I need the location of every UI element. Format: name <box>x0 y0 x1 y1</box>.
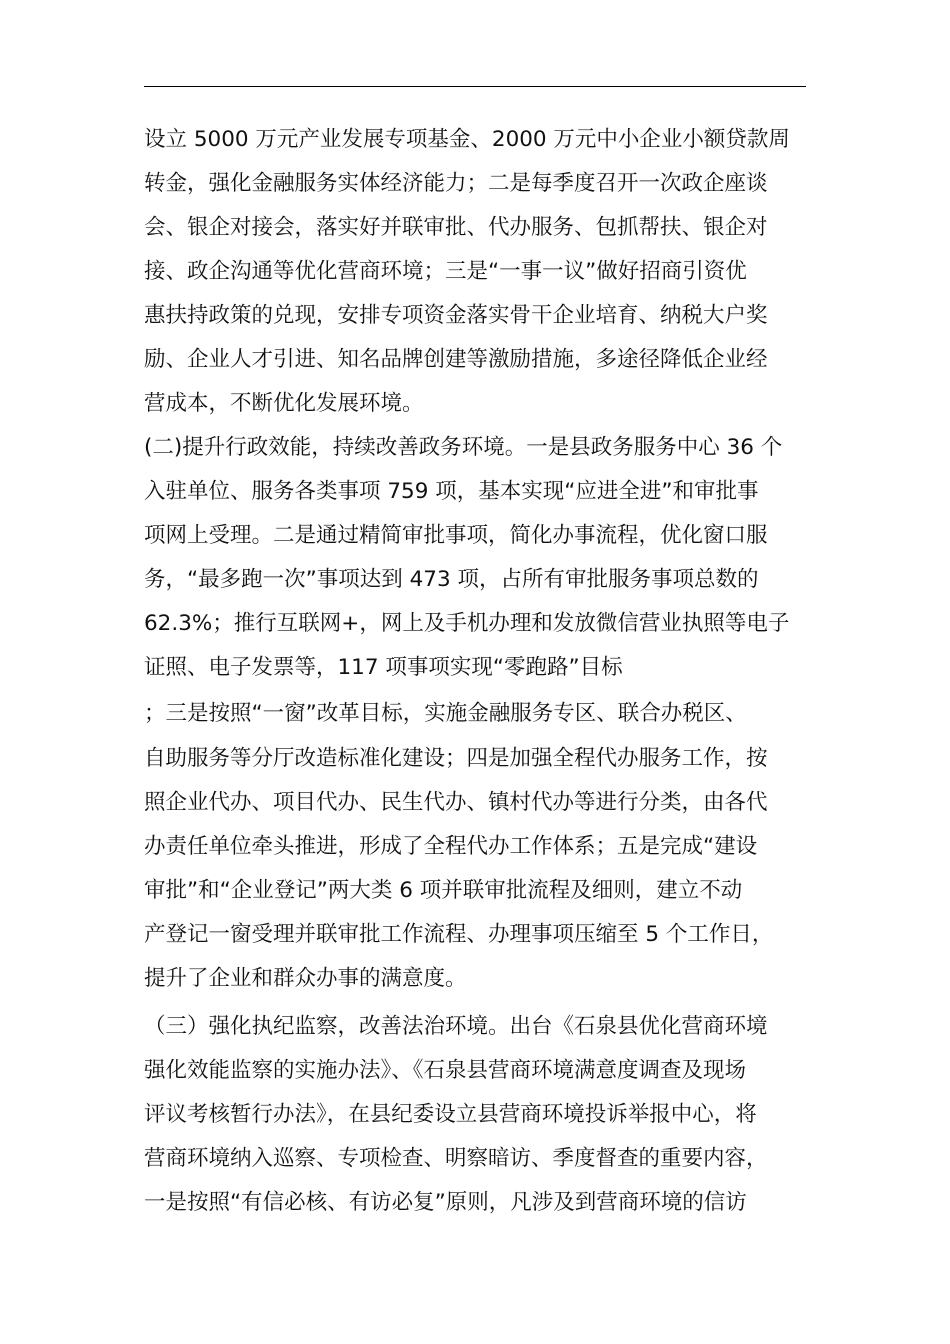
text-line: ；三是按照“一窗”改革目标，实施金融服务专区、联合办税区、 <box>144 701 747 726</box>
text-line: 办责任单位牵头推进，形成了全程代办工作体系；五是完成“建设 <box>144 834 758 859</box>
text-line: 入驻单位、服务各类事项 759 项，基本实现“应进全进”和审批事 <box>144 479 759 504</box>
text-line: 评议考核暂行办法》，在县纪委设立县营商环境投诉举报中心，将 <box>144 1102 757 1127</box>
text-line: (二)提升行政效能，持续改善政务环境。一是县政务服务中心 36 个 <box>144 435 783 460</box>
text-line: 设立 5000 万元产业发展专项基金、2000 万元中小企业小额贷款周 <box>144 127 790 152</box>
text-line: 62.3%；推行互联网+，网上及手机办理和发放微信营业执照等电子 <box>144 611 790 636</box>
text-line: 照企业代办、项目代办、民生代办、镇村代办等进行分类，由各代 <box>144 790 768 815</box>
text-line: 产登记一窗受理并联审批工作流程、办理事项压缩至 5 个工作日， <box>144 922 774 947</box>
text-line: 营成本，不断优化发展环境。 <box>144 391 424 416</box>
text-line: 证照、电子发票等，117 项事项实现“零跑路”目标 <box>144 655 623 680</box>
text-line: 励、企业人才引进、知名品牌创建等激励措施，多途径降低企业经 <box>144 347 768 372</box>
text-line: 接、政企沟通等优化营商环境；三是“一事一议”做好招商引资优 <box>144 259 747 284</box>
text-line: 务，“最多跑一次”事项达到 473 项，占所有审批服务事项总数的 <box>144 567 759 592</box>
text-line: 一是按照“有信必核、有访必复”原则，凡涉及到营商环境的信访 <box>144 1190 747 1215</box>
text-line: 营商环境纳入巡察、专项检查、明察暗访、季度督查的重要内容， <box>144 1146 768 1171</box>
text-line: 会、银企对接会，落实好并联审批、代办服务、包抓帮扶、银企对 <box>144 215 768 240</box>
text-line: 项网上受理。二是通过精简审批事项，简化办事流程，优化窗口服 <box>144 523 768 548</box>
text-line: 提升了企业和群众办事的满意度。 <box>144 966 467 991</box>
text-line: 审批”和“企业登记”两大类 6 项并联审批流程及细则，建立不动 <box>144 878 743 903</box>
text-line: 转金，强化金融服务实体经济能力；二是每季度召开一次政企座谈 <box>144 171 768 196</box>
text-line: 强化效能监察的实施办法》、《石泉县营商环境满意度调查及现场 <box>144 1058 747 1083</box>
text-line: （三）强化执纪监察，改善法治环境。出台《石泉县优化营商环境 <box>144 1014 768 1039</box>
text-line: 惠扶持政策的兑现，安排专项资金落实骨干企业培育、纳税大户奖 <box>144 303 768 328</box>
text-line: 自助服务等分厅改造标准化建设；四是加强全程代办服务工作，按 <box>144 746 768 771</box>
